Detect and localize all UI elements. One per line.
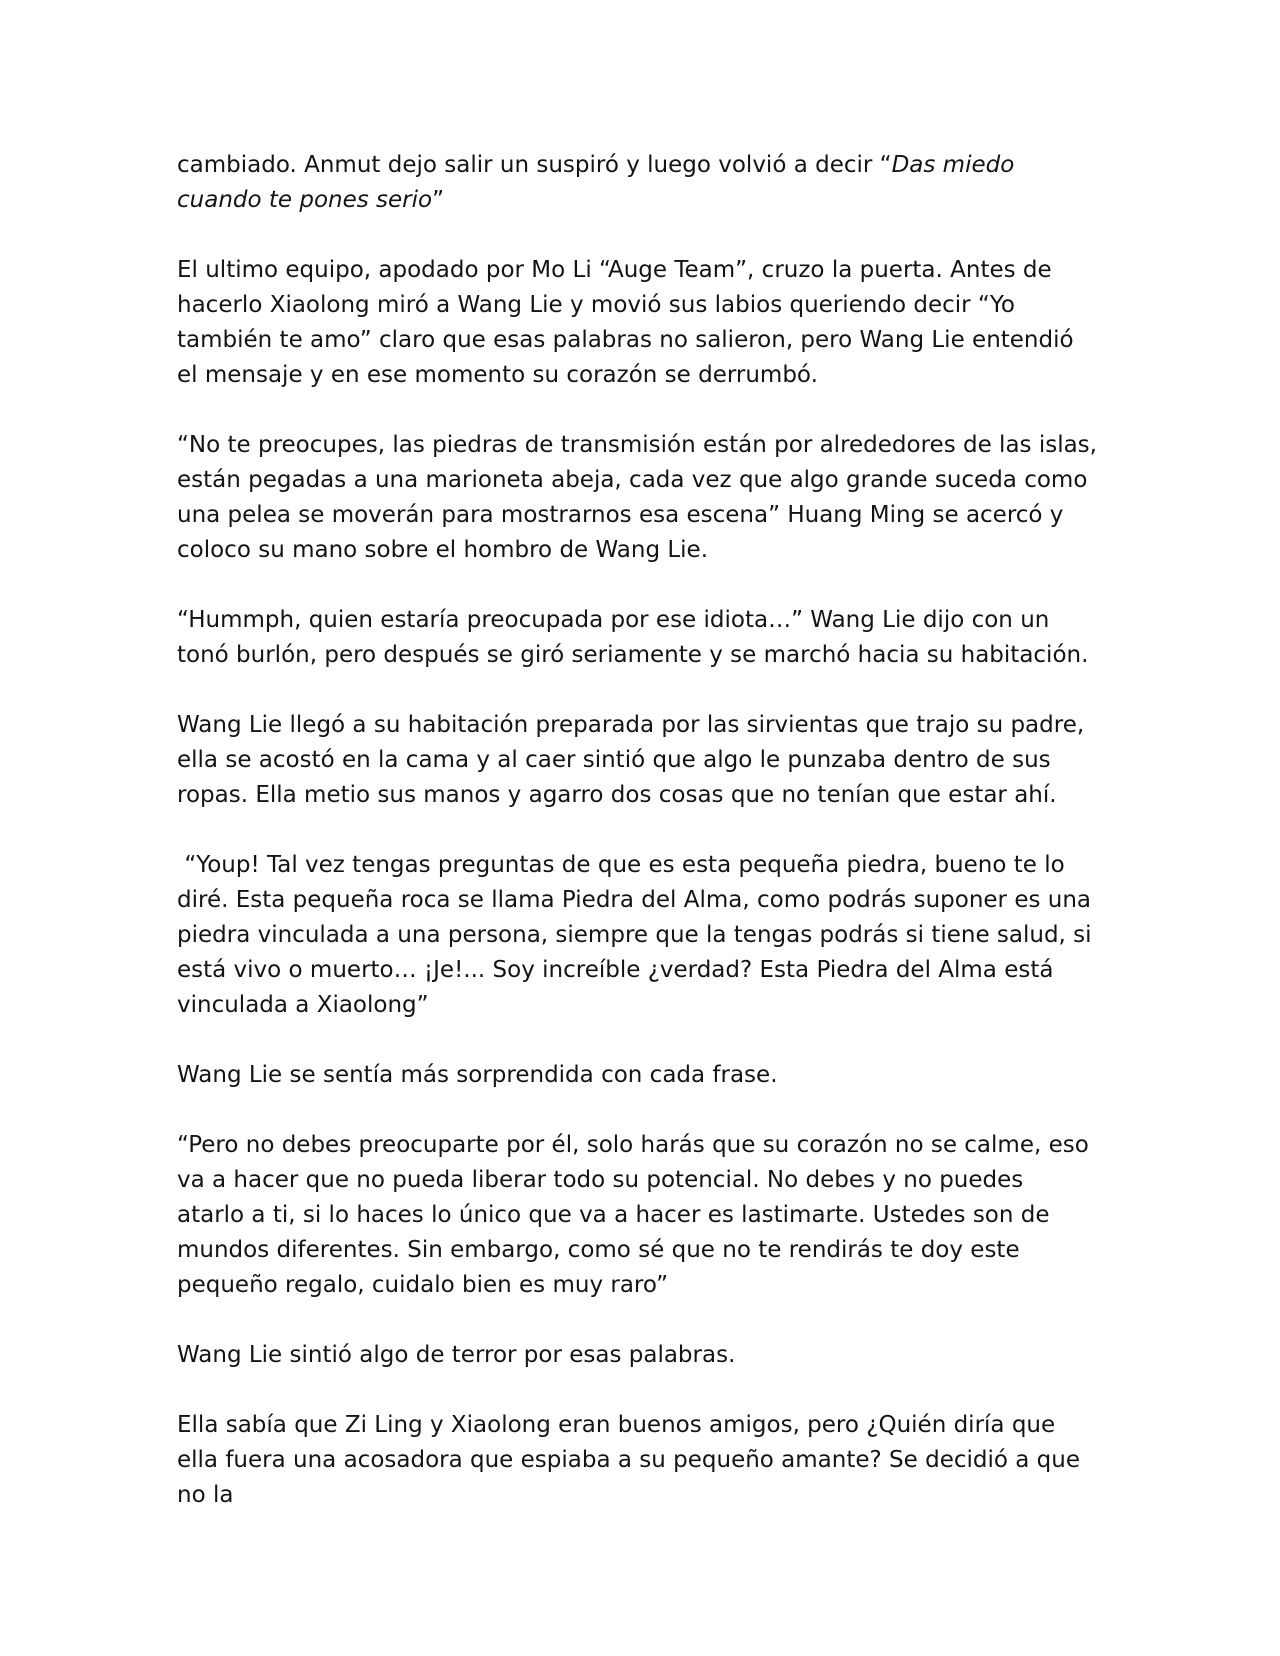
paragraph-1-italic-quote: Das miedo cuando te pones serio: [177, 152, 1015, 213]
paragraph-1-closing-quote: ”: [432, 187, 445, 213]
paragraph-5: Wang Lie llegó a su habitación preparada por las sirvientas que trajo su padre, ella se acostó en la cama y al caer sintió que algo le punzaba dentro de sus ropas. Ella metio sus manos y agarro dos cosas que no tenían que estar ahí.: [177, 712, 1085, 808]
paragraph-3: “No te preocupes, las piedras de transmisión están por alrededores de las islas, están pegadas a una marioneta abeja, cada vez que algo grande suceda como una pelea se moverán para mostrarnos esa escena” Huang Ming se acercó y coloco su mano sobre el hombro de Wang Lie.: [177, 432, 1097, 563]
document-body: [177, 148, 1097, 1513]
paragraph-9: Wang Lie sintió algo de terror por esas palabras.: [177, 1342, 736, 1368]
paragraph-10: Ella sabía que Zi Ling y Xiaolong eran buenos amigos, pero ¿Quién diría que ella fuera una acosadora que espiaba a su pequeño amante? Se decidió a que no la: [177, 1412, 1080, 1508]
paragraph-7: Wang Lie se sentía más sorprendida con cada frase.: [177, 1062, 778, 1088]
paragraph-1-text: cambiado. Anmut dejo salir un suspiró y luego volvió a decir “: [177, 152, 892, 178]
paragraph-2: El ultimo equipo, apodado por Mo Li “Auge Team”, cruzo la puerta. Antes de hacerlo Xiaolong miró a Wang Lie y movió sus labios queriendo decir “Yo también te amo” claro que esas palabras no salieron, pero Wang Lie entendió el mensaje y en ese momento su corazón se derrumbó.: [177, 257, 1074, 388]
paragraph-6: “Youp! Tal vez tengas preguntas de que es esta pequeña piedra, bueno te lo diré. Esta pequeña roca se llama Piedra del Alma, como podrás suponer es una piedra vinculada a una persona, siempre que la tengas podrás si tiene salud, si está vivo o muerto… ¡Je!... Soy increíble ¿verdad? Esta Piedra del Alma está vinculada a Xiaolong”: [177, 852, 1099, 1018]
paragraph-1: [177, 148, 1097, 218]
paragraph-8: “Pero no debes preocuparte por él, solo harás que su corazón no se calme, eso va a hacer que no pueda liberar todo su potencial. No debes y no puedes atarlo a ti, si lo haces lo único que va a hacer es lastimarte. Ustedes son de mundos diferentes. Sin embargo, como sé que no te rendirás te doy este pequeño regalo, cuidalo bien es muy raro”: [177, 1132, 1089, 1298]
paragraph-4: “Hummph, quien estaría preocupada por ese idiota…” Wang Lie dijo con un tonó burlón, pero después se giró seriamente y se marchó hacia su habitación.: [177, 607, 1089, 668]
